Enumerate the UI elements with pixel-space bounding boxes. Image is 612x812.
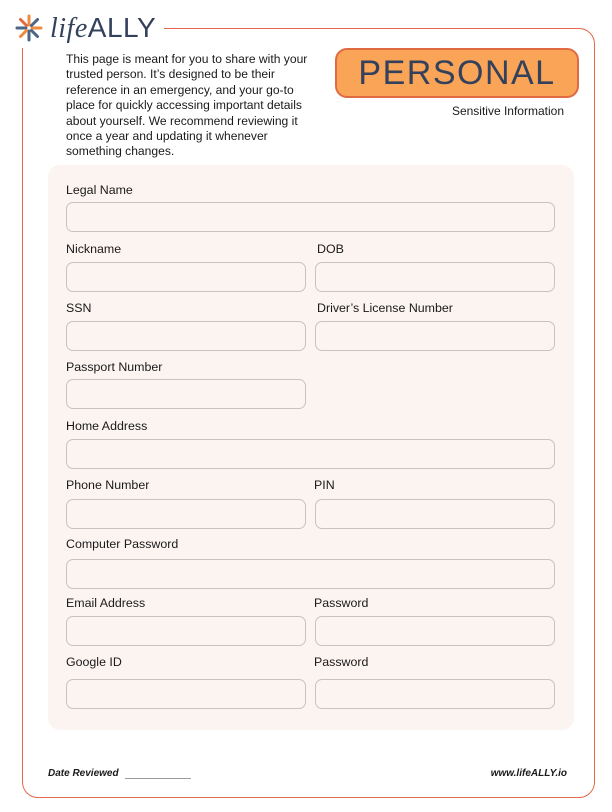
pin-label: PIN bbox=[314, 478, 335, 492]
passport-label: Passport Number bbox=[66, 360, 163, 374]
email-password-label: Password bbox=[314, 596, 369, 610]
starburst-logo-icon bbox=[14, 13, 44, 43]
legal-name-field[interactable] bbox=[66, 202, 555, 232]
home-address-field[interactable] bbox=[66, 439, 555, 469]
drivers-license-field[interactable] bbox=[315, 321, 555, 351]
email-field[interactable] bbox=[66, 616, 306, 646]
home-address-label: Home Address bbox=[66, 419, 148, 433]
ssn-field[interactable] bbox=[66, 321, 306, 351]
section-title-badge: PERSONAL bbox=[335, 48, 579, 98]
computer-password-field[interactable] bbox=[66, 559, 555, 589]
brand-name bbox=[50, 12, 156, 45]
google-id-label: Google ID bbox=[66, 655, 122, 669]
date-reviewed-line[interactable] bbox=[125, 768, 191, 779]
google-password-label: Password bbox=[314, 655, 369, 669]
brand-name-prefix: life bbox=[50, 12, 88, 44]
email-label: Email Address bbox=[66, 596, 146, 610]
nickname-field[interactable] bbox=[66, 262, 306, 292]
computer-password-label: Computer Password bbox=[66, 537, 179, 551]
legal-name-label: Legal Name bbox=[66, 183, 133, 197]
passport-field[interactable] bbox=[66, 379, 306, 409]
dob-field[interactable] bbox=[315, 262, 555, 292]
date-reviewed-label: Date Reviewed bbox=[48, 768, 119, 779]
badge-subtitle: Sensitive Information bbox=[451, 104, 564, 118]
pin-field[interactable] bbox=[315, 499, 555, 529]
date-reviewed bbox=[48, 768, 191, 779]
google-id-field[interactable] bbox=[66, 679, 306, 709]
logo bbox=[8, 8, 164, 48]
google-password-field[interactable] bbox=[315, 679, 555, 709]
dob-label: DOB bbox=[317, 242, 344, 256]
phone-field[interactable] bbox=[66, 499, 306, 529]
intro-text: This page is meant for you to share with your trusted person. It’s designed to be their reference in an emergency, and your go-to place for quickly accessing important details about yourself. We recommend reviewing it once a year and updating it whenever something changes. bbox=[66, 52, 308, 159]
website-link[interactable]: www.lifeALLY.io bbox=[490, 768, 567, 779]
brand-name-suffix: ALLY bbox=[87, 11, 157, 43]
ssn-label: SSN bbox=[66, 301, 92, 315]
phone-label: Phone Number bbox=[66, 478, 150, 492]
nickname-label: Nickname bbox=[66, 242, 122, 256]
drivers-license-label: Driver’s License Number bbox=[317, 301, 453, 315]
email-password-field[interactable] bbox=[315, 616, 555, 646]
